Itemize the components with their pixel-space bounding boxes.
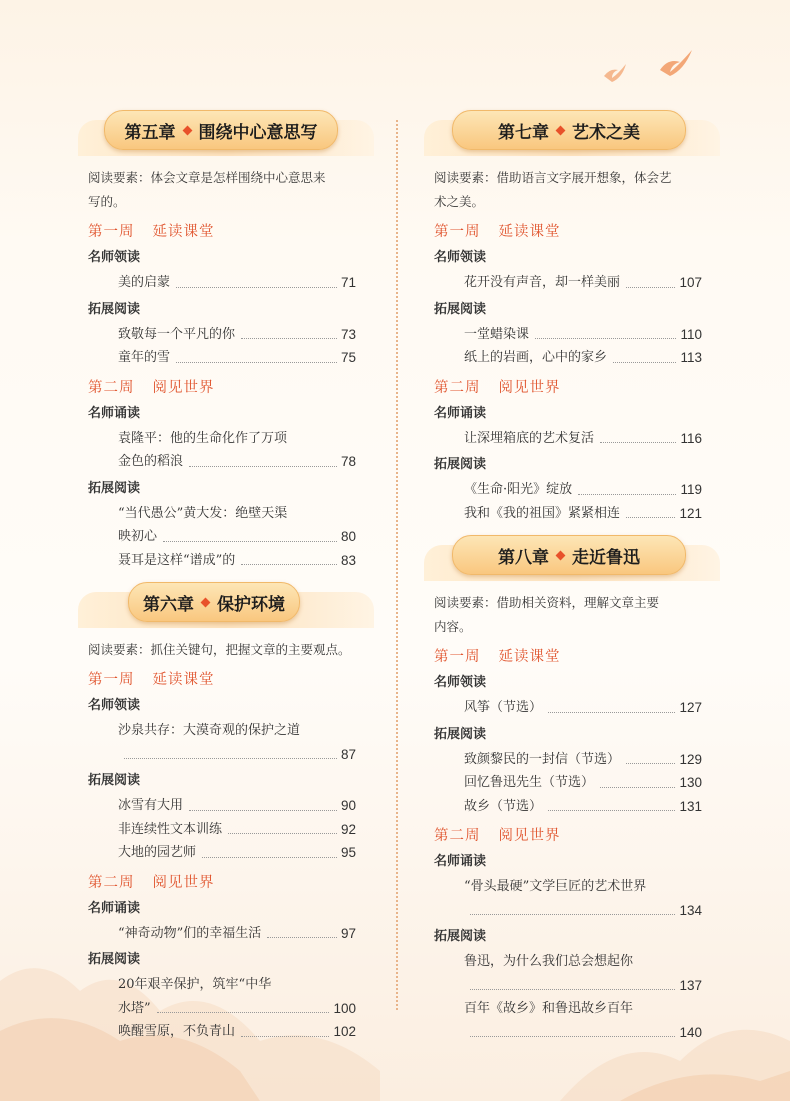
leader-dots (626, 763, 675, 764)
chapter-title-pill (452, 110, 686, 150)
week-heading (88, 220, 368, 241)
requirement-line: 阅读要素：借助语言文字展开想象，体会艺 (434, 170, 672, 185)
entry-title: 冰雪有大用 (118, 798, 184, 813)
toc-entry[interactable] (118, 346, 356, 370)
page-number: 71 (340, 275, 356, 290)
page-number: 102 (333, 1024, 356, 1039)
requirement-line: 术之美。 (434, 194, 485, 209)
section-heading: 名师领读 (434, 675, 487, 690)
chapter-number: 第八章 (498, 547, 549, 568)
leader-dots (241, 1036, 329, 1037)
leader-dots (535, 338, 676, 339)
chapter-title-pill (104, 110, 338, 150)
requirement-line: 写的。 (88, 194, 126, 209)
week-name: 延读课堂 (498, 649, 561, 665)
leader-dots (470, 914, 675, 915)
entry-title: 聂耳是这样“谱成”的 (118, 552, 236, 568)
requirement-line: 内容。 (434, 619, 472, 634)
section-heading: 拓展阅读 (434, 301, 487, 317)
leader-dots (176, 362, 337, 363)
page-number: 113 (680, 350, 702, 365)
toc-entry-line[interactable]: 百年《故乡》和鲁迅故乡百年 (464, 1001, 634, 1016)
toc-entry-line[interactable]: “当代愚公”黄大发：绝壁天渠 (118, 505, 288, 521)
page-number: 131 (679, 798, 702, 814)
section-heading: 拓展阅读 (88, 480, 141, 496)
diamond-icon (556, 125, 566, 135)
page-number: 87 (340, 746, 356, 762)
entry-title: 金色的稻浪 (118, 454, 184, 469)
leader-dots (189, 466, 337, 467)
requirement-line: 阅读要素：借助相关资料，理解文章主要 (434, 595, 660, 610)
chapter-header (424, 535, 714, 583)
page-number: 134 (679, 902, 702, 918)
requirement-line: 阅读要素：抓住关键句，把握文章的主要观点。 (88, 642, 351, 657)
chapter-header (78, 582, 368, 630)
column-divider (396, 120, 400, 1010)
leader-dots (241, 338, 337, 339)
section-heading: 名师领读 (88, 250, 141, 265)
entry-title: 我和《我的祖国》紧紧相连 (464, 505, 621, 521)
page-number: 80 (340, 529, 356, 544)
toc-entry[interactable] (464, 427, 702, 451)
toc-entry-line[interactable]: 20年艰辛保护，筑牢“中华 (118, 977, 272, 992)
week-label: 第二周 (434, 379, 481, 396)
page-number: 100 (333, 1000, 356, 1016)
entry-title: “神奇动物”们的幸福生活 (118, 925, 262, 941)
entry-title: 非连续性文本训练 (118, 821, 223, 837)
section-heading: 拓展阅读 (88, 773, 141, 788)
entry-title: 一堂蜡染课 (464, 326, 530, 342)
toc-entry[interactable] (464, 696, 702, 720)
entry-title: 让深埋箱底的艺术复活 (464, 430, 595, 446)
entry-title: 故乡（节选） (464, 798, 543, 814)
toc-entry[interactable] (118, 1020, 356, 1044)
leader-dots (470, 1036, 675, 1037)
chapter-number: 第六章 (143, 594, 194, 615)
leader-dots (613, 362, 676, 363)
page-number: 127 (679, 700, 702, 715)
toc-entry[interactable] (118, 841, 356, 865)
leader-dots (228, 833, 337, 834)
entry-title: 致颜黎民的一封信（节选） (464, 751, 621, 767)
leader-dots (626, 517, 675, 518)
week-label: 第二周 (434, 828, 481, 844)
leader-dots (626, 287, 675, 288)
toc-entry-line[interactable]: 鲁迅，为什么我们总会想起你 (464, 954, 634, 969)
section-heading: 名师诵读 (88, 405, 141, 421)
page-number: 116 (680, 430, 702, 446)
toc-entry[interactable] (464, 974, 702, 998)
week-label: 第一周 (88, 224, 135, 240)
entry-title: 纸上的岩画，心中的家乡 (464, 350, 608, 365)
entry-title: 大地的园艺师 (118, 845, 197, 860)
week-heading (434, 824, 714, 845)
page-number: 90 (340, 798, 356, 813)
toc-entry[interactable] (118, 818, 356, 842)
leader-dots (202, 857, 337, 858)
week-name: 延读课堂 (498, 224, 561, 240)
week-heading (434, 645, 714, 666)
toc-entry[interactable] (118, 271, 356, 295)
toc-entry[interactable] (118, 323, 356, 347)
week-label: 第二周 (88, 874, 135, 891)
toc-entry[interactable] (118, 997, 356, 1021)
toc-entry[interactable] (118, 549, 356, 573)
toc-entry-line[interactable]: 袁隆平：他的生命化作了万项 (118, 430, 288, 446)
leader-dots (600, 442, 676, 443)
leader-dots (548, 712, 675, 713)
chapter-subtitle: 走近鲁迅 (572, 547, 640, 568)
chapter-subtitle: 艺术之美 (572, 122, 640, 143)
chapter-number: 第七章 (498, 122, 549, 143)
leader-dots (241, 564, 337, 565)
section-heading: 名师诵读 (434, 405, 487, 421)
week-heading (88, 668, 368, 689)
column-right (424, 110, 714, 1044)
leader-dots (176, 287, 337, 288)
requirement-line: 阅读要素：体会文章是怎样围绕中心意思来 (88, 170, 326, 185)
week-label: 第一周 (434, 224, 481, 240)
birds-decoration (600, 40, 710, 90)
week-label: 第一周 (88, 672, 135, 688)
leader-dots (578, 494, 676, 495)
leader-dots (124, 758, 337, 759)
page-number: 83 (340, 552, 356, 568)
page-number: 92 (340, 821, 356, 837)
leader-dots (157, 1012, 330, 1013)
toc-entry[interactable] (464, 478, 702, 502)
week-name: 阅见世界 (152, 379, 215, 396)
page-number: 140 (679, 1024, 702, 1040)
section-heading: 名师领读 (434, 250, 487, 265)
reading-requirement (434, 591, 714, 639)
page-number: 137 (679, 977, 702, 993)
toc-entry[interactable] (118, 794, 356, 818)
week-heading (434, 220, 714, 241)
diamond-icon (201, 597, 211, 607)
leader-dots (600, 787, 675, 788)
chapter-header (78, 110, 368, 158)
section-heading: 拓展阅读 (434, 726, 487, 742)
toc-entry[interactable] (464, 346, 702, 370)
chapter-title-pill (128, 582, 300, 622)
chapter-subtitle: 保护环境 (217, 594, 285, 615)
entry-title: 致敬每一个平凡的你 (118, 326, 236, 342)
entry-title: 花开没有声音，却一样美丽 (464, 275, 621, 290)
toc-entry[interactable] (464, 323, 702, 347)
toc-entry[interactable] (118, 922, 356, 946)
week-name: 阅见世界 (498, 379, 561, 396)
page-number: 130 (679, 775, 702, 790)
page-number: 97 (340, 925, 356, 941)
reading-requirement (88, 638, 368, 662)
toc-entry[interactable] (464, 1021, 702, 1045)
toc-entry[interactable] (464, 748, 702, 772)
toc-entry[interactable] (464, 899, 702, 923)
chapter-title-pill (452, 535, 686, 575)
section-heading: 名师诵读 (88, 900, 141, 916)
leader-dots (470, 989, 675, 990)
diamond-icon (182, 125, 192, 135)
toc-entry[interactable] (464, 795, 702, 819)
week-name: 延读课堂 (152, 672, 215, 688)
entry-title: 风筝（节选） (464, 700, 543, 715)
page-number: 119 (680, 482, 702, 497)
toc-entry[interactable] (118, 743, 356, 767)
section-heading: 拓展阅读 (434, 929, 487, 944)
page-number: 129 (679, 751, 702, 767)
chapter-number: 第五章 (124, 122, 176, 143)
toc-entry-line[interactable]: 沙泉共存：大漠奇观的保护之道 (118, 723, 301, 738)
week-label: 第二周 (88, 379, 135, 396)
leader-dots (267, 937, 337, 938)
page-number: 95 (340, 845, 356, 860)
week-heading (434, 376, 714, 397)
entry-title: 回忆鲁迅先生（节选） (464, 775, 595, 790)
column-left (78, 110, 368, 1044)
entry-title: 美的启蒙 (118, 275, 171, 290)
chapter-subtitle: 围绕中心意思写 (198, 122, 318, 143)
diamond-icon (556, 550, 566, 560)
leader-dots (548, 810, 675, 811)
page-number: 121 (679, 505, 702, 521)
entry-title: 水塔” (118, 1000, 151, 1016)
week-name: 阅见世界 (152, 874, 215, 891)
week-heading (88, 376, 368, 397)
entry-title: 《生命·阳光》绽放 (464, 482, 573, 497)
entry-title: 映初心 (118, 529, 158, 544)
section-heading: 拓展阅读 (434, 457, 487, 472)
week-name: 阅见世界 (498, 828, 561, 844)
section-heading: 拓展阅读 (88, 952, 141, 967)
toc-entry[interactable] (464, 271, 702, 295)
week-label: 第一周 (434, 649, 481, 665)
week-heading (88, 871, 368, 892)
section-heading: 名师领读 (88, 698, 141, 713)
leader-dots (189, 810, 337, 811)
toc-entry[interactable] (118, 525, 356, 549)
reading-requirement (434, 166, 714, 214)
page-number: 73 (340, 326, 356, 342)
entry-title: 唤醒雪原，不负青山 (118, 1024, 236, 1039)
toc-entry[interactable] (464, 502, 702, 526)
entry-title: 童年的雪 (118, 350, 171, 365)
toc-entry[interactable] (464, 771, 702, 795)
toc-entry-line[interactable]: “骨头最硬”文学巨匠的艺术世界 (464, 879, 647, 894)
page-number: 110 (680, 326, 702, 342)
chapter-header (424, 110, 714, 158)
leader-dots (163, 541, 337, 542)
section-heading: 拓展阅读 (88, 301, 141, 317)
reading-requirement (88, 166, 368, 214)
page-number: 107 (679, 275, 702, 290)
toc-entry[interactable] (118, 450, 356, 474)
page-number: 78 (340, 454, 356, 469)
week-name: 延读课堂 (152, 224, 215, 240)
section-heading: 名师诵读 (434, 854, 487, 869)
page-number: 75 (340, 350, 356, 365)
